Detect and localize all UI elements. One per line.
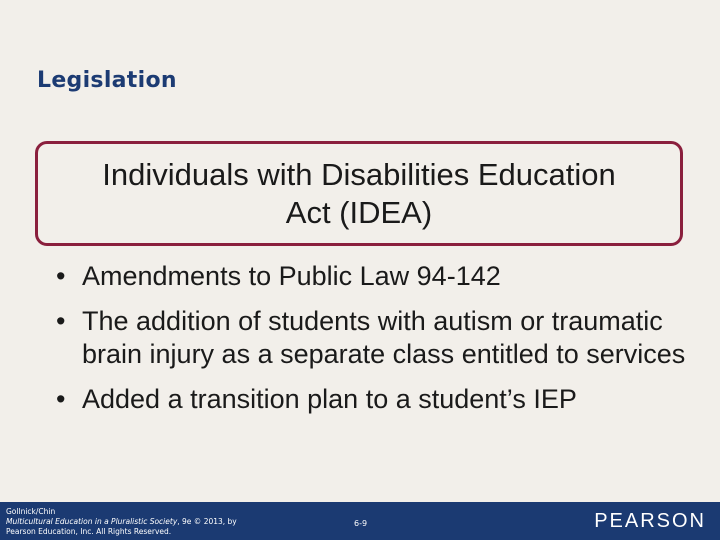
bullet-text: Added a transition plan to a student’s IEP [82,384,577,414]
credit-copyright: Pearson Education, Inc. All Rights Reserved. [6,527,172,536]
pearson-logo: PEARSON [594,510,706,532]
callout-line-2: Act (IDEA) [285,194,433,230]
credit-edition: , 9e © 2013, by [177,517,237,526]
bullet-item-autism-tbi [56,305,696,371]
footer-credit [6,507,237,537]
callout-line-1: Individuals with Disabilities Education [102,156,616,192]
footer-bar [0,502,720,540]
credit-authors: Gollnick/Chin [6,507,56,516]
bullet-text: The addition of students with autism or traumatic brain injury as a separate class entitled to services [82,306,686,369]
slide-title: Legislation [37,68,177,93]
callout-text [102,156,615,232]
idea-callout-box [35,141,683,246]
bullet-item-amendments [56,260,696,293]
page-number: 6-9 [354,519,368,528]
bullet-marker: • [56,384,66,414]
credit-book-line [6,517,237,527]
bullet-item-transition-plan [56,383,696,416]
bullet-list [56,260,696,428]
bullet-text: Amendments to Public Law 94-142 [82,261,501,291]
credit-book-title: Multicultural Education in a Pluralistic Society [6,517,178,526]
bullet-marker: • [56,261,66,291]
bullet-marker: • [56,306,66,336]
